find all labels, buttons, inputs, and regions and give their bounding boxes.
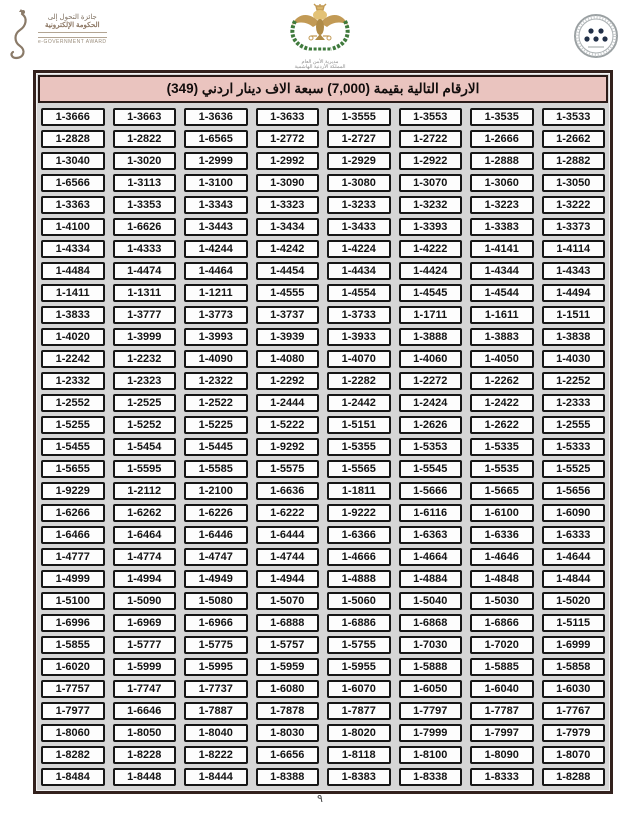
- number-cell: 1-5454: [113, 438, 177, 456]
- number-cell: 1-5455: [41, 438, 105, 456]
- number-cell: 1-6636: [256, 482, 320, 500]
- circular-seal: [568, 12, 624, 62]
- emblem-caption-1: مديرية الأمن العام: [301, 59, 339, 65]
- number-cell: 1-3773: [184, 306, 248, 324]
- number-cell: 1-7977: [41, 702, 105, 720]
- number-cell: 1-5070: [256, 592, 320, 610]
- eagle-wreath-emblem-icon: [283, 3, 357, 55]
- number-cell: 1-5353: [399, 438, 463, 456]
- number-cell: 1-6366: [327, 526, 391, 544]
- number-cell: 1-3777: [113, 306, 177, 324]
- egov-award-logo: [8, 8, 126, 64]
- number-cell: 1-5535: [470, 460, 534, 478]
- number-cell: 1-6222: [256, 504, 320, 522]
- number-cell: 1-6266: [41, 504, 105, 522]
- number-cell: 1-5252: [113, 416, 177, 434]
- number-cell: 1-8388: [256, 768, 320, 786]
- number-cell: 1-7877: [327, 702, 391, 720]
- number-cell: 1-5040: [399, 592, 463, 610]
- number-cell: 1-8228: [113, 746, 177, 764]
- number-cell: 1-6996: [41, 614, 105, 632]
- number-cell: 1-3393: [399, 218, 463, 236]
- number-cell: 1-6040: [470, 680, 534, 698]
- egov-award-text: [38, 8, 107, 46]
- number-cell: 1-2522: [184, 394, 248, 412]
- number-cell: 1-6464: [113, 526, 177, 544]
- number-cell: 1-3020: [113, 152, 177, 170]
- number-cell: 1-4114: [542, 240, 606, 258]
- number-cell: 1-1711: [399, 306, 463, 324]
- number-cell: 1-4474: [113, 262, 177, 280]
- number-cell: 1-3999: [113, 328, 177, 346]
- number-cell: 1-3060: [470, 174, 534, 192]
- number-cell: 1-4030: [542, 350, 606, 368]
- number-cell: 1-6262: [113, 504, 177, 522]
- number-cell: 1-5999: [113, 658, 177, 676]
- number-cell: 1-4949: [184, 570, 248, 588]
- number-cell: 1-4224: [327, 240, 391, 258]
- number-cell: 1-4777: [41, 548, 105, 566]
- number-cell: 1-3232: [399, 196, 463, 214]
- number-cell: 1-4664: [399, 548, 463, 566]
- number-cell: 1-5585: [184, 460, 248, 478]
- number-cell: 1-5115: [542, 614, 606, 632]
- number-cell: 1-4884: [399, 570, 463, 588]
- number-cell: 1-4334: [41, 240, 105, 258]
- number-cell: 1-3883: [470, 328, 534, 346]
- number-cell: 1-4222: [399, 240, 463, 258]
- dotted-seal-icon: [568, 12, 624, 62]
- number-cell: 1-6050: [399, 680, 463, 698]
- number-cell: 1-5525: [542, 460, 606, 478]
- number-cell: 1-2666: [470, 130, 534, 148]
- number-cell: 1-5090: [113, 592, 177, 610]
- number-cell: 1-6646: [113, 702, 177, 720]
- number-cell: 1-8383: [327, 768, 391, 786]
- number-cell: 1-5777: [113, 636, 177, 654]
- number-cell: 1-4555: [256, 284, 320, 302]
- number-cell: 1-8444: [184, 768, 248, 786]
- number-cell: 1-2444: [256, 394, 320, 412]
- number-cell: 1-5575: [256, 460, 320, 478]
- number-cell: 1-1811: [327, 482, 391, 500]
- number-cell: 1-2442: [327, 394, 391, 412]
- number-cell: 1-7878: [256, 702, 320, 720]
- document-header: [0, 0, 640, 70]
- number-cell: 1-7787: [470, 702, 534, 720]
- number-cell: 1-3040: [41, 152, 105, 170]
- egov-award-line3: e-GOVERNMENT AWARD: [38, 39, 107, 45]
- number-cell: 1-3323: [256, 196, 320, 214]
- number-cell: 1-5225: [184, 416, 248, 434]
- number-cell: 1-6333: [542, 526, 606, 544]
- number-cell: 1-6868: [399, 614, 463, 632]
- number-cell: 1-2992: [256, 152, 320, 170]
- number-cell: 1-5595: [113, 460, 177, 478]
- calligraphy-swirl-icon: [8, 8, 34, 62]
- number-cell: 1-5335: [470, 438, 534, 456]
- number-cell: 1-3343: [184, 196, 248, 214]
- number-cell: 1-4999: [41, 570, 105, 588]
- number-cell: 1-6656: [256, 746, 320, 764]
- number-cell: 1-2323: [113, 372, 177, 390]
- number-cell: 1-3050: [542, 174, 606, 192]
- number-cell: 1-8333: [470, 768, 534, 786]
- number-cell: 1-5060: [327, 592, 391, 610]
- number-cell: 1-8222: [184, 746, 248, 764]
- number-cell: 1-3733: [327, 306, 391, 324]
- number-cell: 1-5333: [542, 438, 606, 456]
- number-cell: 1-3555: [327, 108, 391, 126]
- number-cell: 1-7767: [542, 702, 606, 720]
- number-cell: 1-3933: [327, 328, 391, 346]
- number-cell: 1-6336: [470, 526, 534, 544]
- number-cell: 1-3090: [256, 174, 320, 192]
- number-cell: 1-2882: [542, 152, 606, 170]
- number-cell: 1-2888: [470, 152, 534, 170]
- number-cell: 1-4844: [542, 570, 606, 588]
- number-cell: 1-4070: [327, 350, 391, 368]
- number-cell: 1-2552: [41, 394, 105, 412]
- table-title: الارقام التالية بقيمة (7,000) سبعة الاف دينار اردني (349): [38, 75, 608, 103]
- number-cell: 1-6466: [41, 526, 105, 544]
- number-cell: 1-7020: [470, 636, 534, 654]
- number-cell: 1-4050: [470, 350, 534, 368]
- number-cell: 1-7887: [184, 702, 248, 720]
- number-cell: 1-5655: [41, 460, 105, 478]
- number-cell: 1-3533: [542, 108, 606, 126]
- egov-award-line2: الحكومة الإلكترونية: [44, 22, 100, 29]
- number-cell: 1-1511: [542, 306, 606, 324]
- number-cell: 1-6116: [399, 504, 463, 522]
- number-cell: 1-4141: [470, 240, 534, 258]
- number-cell: 1-6030: [542, 680, 606, 698]
- number-cell: 1-6886: [327, 614, 391, 632]
- number-cell: 1-3663: [113, 108, 177, 126]
- number-cell: 1-8448: [113, 768, 177, 786]
- number-cell: 1-2922: [399, 152, 463, 170]
- number-cell: 1-5255: [41, 416, 105, 434]
- number-cell: 1-2772: [256, 130, 320, 148]
- number-cell: 1-3100: [184, 174, 248, 192]
- public-security-emblem: [283, 3, 357, 70]
- number-cell: 1-2424: [399, 394, 463, 412]
- number-cell: 1-6444: [256, 526, 320, 544]
- number-cell: 1-5665: [470, 482, 534, 500]
- number-cell: 1-4434: [327, 262, 391, 280]
- number-cell: 1-2422: [470, 394, 534, 412]
- number-cell: 1-6969: [113, 614, 177, 632]
- number-cell: 1-7030: [399, 636, 463, 654]
- number-cell: 1-5222: [256, 416, 320, 434]
- number-cell: 1-1211: [184, 284, 248, 302]
- number-cell: 1-2112: [113, 482, 177, 500]
- number-cell: 1-3222: [542, 196, 606, 214]
- number-cell: 1-6226: [184, 504, 248, 522]
- number-cell: 1-8282: [41, 746, 105, 764]
- number-cell: 1-4244: [184, 240, 248, 258]
- number-cell: 1-2622: [470, 416, 534, 434]
- number-cell: 1-2929: [327, 152, 391, 170]
- number-cell: 1-3838: [542, 328, 606, 346]
- number-cell: 1-3993: [184, 328, 248, 346]
- number-cell: 1-5355: [327, 438, 391, 456]
- number-cell: 1-6020: [41, 658, 105, 676]
- number-cell: 1-2322: [184, 372, 248, 390]
- number-cell: 1-4494: [542, 284, 606, 302]
- number-cell: 1-4646: [470, 548, 534, 566]
- number-cell: 1-2332: [41, 372, 105, 390]
- number-cell: 1-7797: [399, 702, 463, 720]
- number-cell: 1-8070: [542, 746, 606, 764]
- number-cell: 1-2722: [399, 130, 463, 148]
- number-cell: 1-6446: [184, 526, 248, 544]
- number-cell: 1-8050: [113, 724, 177, 742]
- number-cell: 1-7757: [41, 680, 105, 698]
- number-cell: 1-6363: [399, 526, 463, 544]
- number-cell: 1-5565: [327, 460, 391, 478]
- number-cell: 1-2662: [542, 130, 606, 148]
- number-cell: 1-5955: [327, 658, 391, 676]
- number-cell: 1-7997: [470, 724, 534, 742]
- numbers-table-frame: [33, 70, 613, 794]
- number-cell: 1-6100: [470, 504, 534, 522]
- number-cell: 1-4545: [399, 284, 463, 302]
- number-cell: 1-4774: [113, 548, 177, 566]
- number-cell: 1-2626: [399, 416, 463, 434]
- number-cell: 1-9229: [41, 482, 105, 500]
- number-cell: 1-2252: [542, 372, 606, 390]
- number-cell: 1-3666: [41, 108, 105, 126]
- number-cell: 1-4747: [184, 548, 248, 566]
- number-cell: 1-2828: [41, 130, 105, 148]
- number-cell: 1-5020: [542, 592, 606, 610]
- number-cell: 1-6070: [327, 680, 391, 698]
- number-cell: 1-4080: [256, 350, 320, 368]
- number-cell: 1-3636: [184, 108, 248, 126]
- number-cell: 1-3737: [256, 306, 320, 324]
- number-cell: 1-5757: [256, 636, 320, 654]
- number-cell: 1-5545: [399, 460, 463, 478]
- number-cell: 1-4424: [399, 262, 463, 280]
- number-cell: 1-4343: [542, 262, 606, 280]
- number-cell: 1-2525: [113, 394, 177, 412]
- number-cell: 1-8288: [542, 768, 606, 786]
- number-cell: 1-8040: [184, 724, 248, 742]
- number-cell: 1-3223: [470, 196, 534, 214]
- number-cell: 1-5656: [542, 482, 606, 500]
- number-cell: 1-4100: [41, 218, 105, 236]
- number-cell: 1-2232: [113, 350, 177, 368]
- number-cell: 1-5755: [327, 636, 391, 654]
- number-cell: 1-7999: [399, 724, 463, 742]
- number-cell: 1-1411: [41, 284, 105, 302]
- number-cell: 1-4090: [184, 350, 248, 368]
- number-cell: 1-8484: [41, 768, 105, 786]
- number-cell: 1-6999: [542, 636, 606, 654]
- number-cell: 1-3383: [470, 218, 534, 236]
- number-cell: 1-5100: [41, 592, 105, 610]
- number-cell: 1-3833: [41, 306, 105, 324]
- number-cell: 1-4644: [542, 548, 606, 566]
- number-cell: 1-4344: [470, 262, 534, 280]
- number-cell: 1-4454: [256, 262, 320, 280]
- number-cell: 1-8118: [327, 746, 391, 764]
- number-cell: 1-1311: [113, 284, 177, 302]
- number-cell: 1-4744: [256, 548, 320, 566]
- number-cell: 1-4944: [256, 570, 320, 588]
- number-cell: 1-5995: [184, 658, 248, 676]
- number-cell: 1-8090: [470, 746, 534, 764]
- number-cell: 1-1611: [470, 306, 534, 324]
- number-cell: 1-6626: [113, 218, 177, 236]
- number-cell: 1-3434: [256, 218, 320, 236]
- number-cell: 1-6566: [41, 174, 105, 192]
- number-cell: 1-4544: [470, 284, 534, 302]
- number-cell: 1-9292: [256, 438, 320, 456]
- number-cell: 1-8020: [327, 724, 391, 742]
- number-cell: 1-3080: [327, 174, 391, 192]
- number-cell: 1-3363: [41, 196, 105, 214]
- number-cell: 1-8338: [399, 768, 463, 786]
- number-cell: 1-4554: [327, 284, 391, 302]
- egov-award-line1: جائزة التحول إلى: [47, 14, 97, 21]
- number-cell: 1-8060: [41, 724, 105, 742]
- number-cell: 1-2333: [542, 394, 606, 412]
- number-cell: 1-5775: [184, 636, 248, 654]
- number-cell: 1-5080: [184, 592, 248, 610]
- number-cell: 1-6090: [542, 504, 606, 522]
- number-cell: 1-2242: [41, 350, 105, 368]
- number-cell: 1-2727: [327, 130, 391, 148]
- number-cell: 1-3553: [399, 108, 463, 126]
- number-cell: 1-3433: [327, 218, 391, 236]
- number-cell: 1-2262: [470, 372, 534, 390]
- number-cell: 1-2822: [113, 130, 177, 148]
- number-cell: 1-4484: [41, 262, 105, 280]
- number-cell: 1-5858: [542, 658, 606, 676]
- number-cell: 1-3443: [184, 218, 248, 236]
- number-cell: 1-3353: [113, 196, 177, 214]
- number-cell: 1-4333: [113, 240, 177, 258]
- number-cell: 1-5888: [399, 658, 463, 676]
- number-cell: 1-2282: [327, 372, 391, 390]
- number-cell: 1-5855: [41, 636, 105, 654]
- number-cell: 1-6080: [256, 680, 320, 698]
- number-cell: 1-3233: [327, 196, 391, 214]
- number-cell: 1-5030: [470, 592, 534, 610]
- number-cell: 1-3070: [399, 174, 463, 192]
- number-cell: 1-3633: [256, 108, 320, 126]
- number-cell: 1-4888: [327, 570, 391, 588]
- number-cell: 1-6565: [184, 130, 248, 148]
- number-cell: 1-3535: [470, 108, 534, 126]
- number-cell: 1-5959: [256, 658, 320, 676]
- emblem-caption-2: المملكة الأردنية الهاشمية: [294, 64, 346, 70]
- number-cell: 1-6966: [184, 614, 248, 632]
- number-cell: 1-4020: [41, 328, 105, 346]
- number-cell: 1-5885: [470, 658, 534, 676]
- number-cell: 1-7747: [113, 680, 177, 698]
- number-cell: 1-4060: [399, 350, 463, 368]
- number-cell: 1-4464: [184, 262, 248, 280]
- number-cell: 1-3113: [113, 174, 177, 192]
- number-cell: 1-4242: [256, 240, 320, 258]
- number-cell: 1-8100: [399, 746, 463, 764]
- number-cell: 1-2292: [256, 372, 320, 390]
- number-cell: 1-4848: [470, 570, 534, 588]
- number-cell: 1-2272: [399, 372, 463, 390]
- number-cell: 1-5151: [327, 416, 391, 434]
- numbers-grid: [36, 105, 610, 791]
- page-number: ٩: [317, 793, 323, 805]
- number-cell: 1-3373: [542, 218, 606, 236]
- number-cell: 1-7737: [184, 680, 248, 698]
- number-cell: 1-9222: [327, 504, 391, 522]
- number-cell: 1-6888: [256, 614, 320, 632]
- number-cell: 1-4666: [327, 548, 391, 566]
- number-cell: 1-2100: [184, 482, 248, 500]
- number-cell: 1-7979: [542, 724, 606, 742]
- number-cell: 1-8030: [256, 724, 320, 742]
- number-cell: 1-2999: [184, 152, 248, 170]
- number-cell: 1-5445: [184, 438, 248, 456]
- number-cell: 1-4994: [113, 570, 177, 588]
- number-cell: 1-6866: [470, 614, 534, 632]
- number-cell: 1-3939: [256, 328, 320, 346]
- number-cell: 1-3888: [399, 328, 463, 346]
- number-cell: 1-2555: [542, 416, 606, 434]
- number-cell: 1-5666: [399, 482, 463, 500]
